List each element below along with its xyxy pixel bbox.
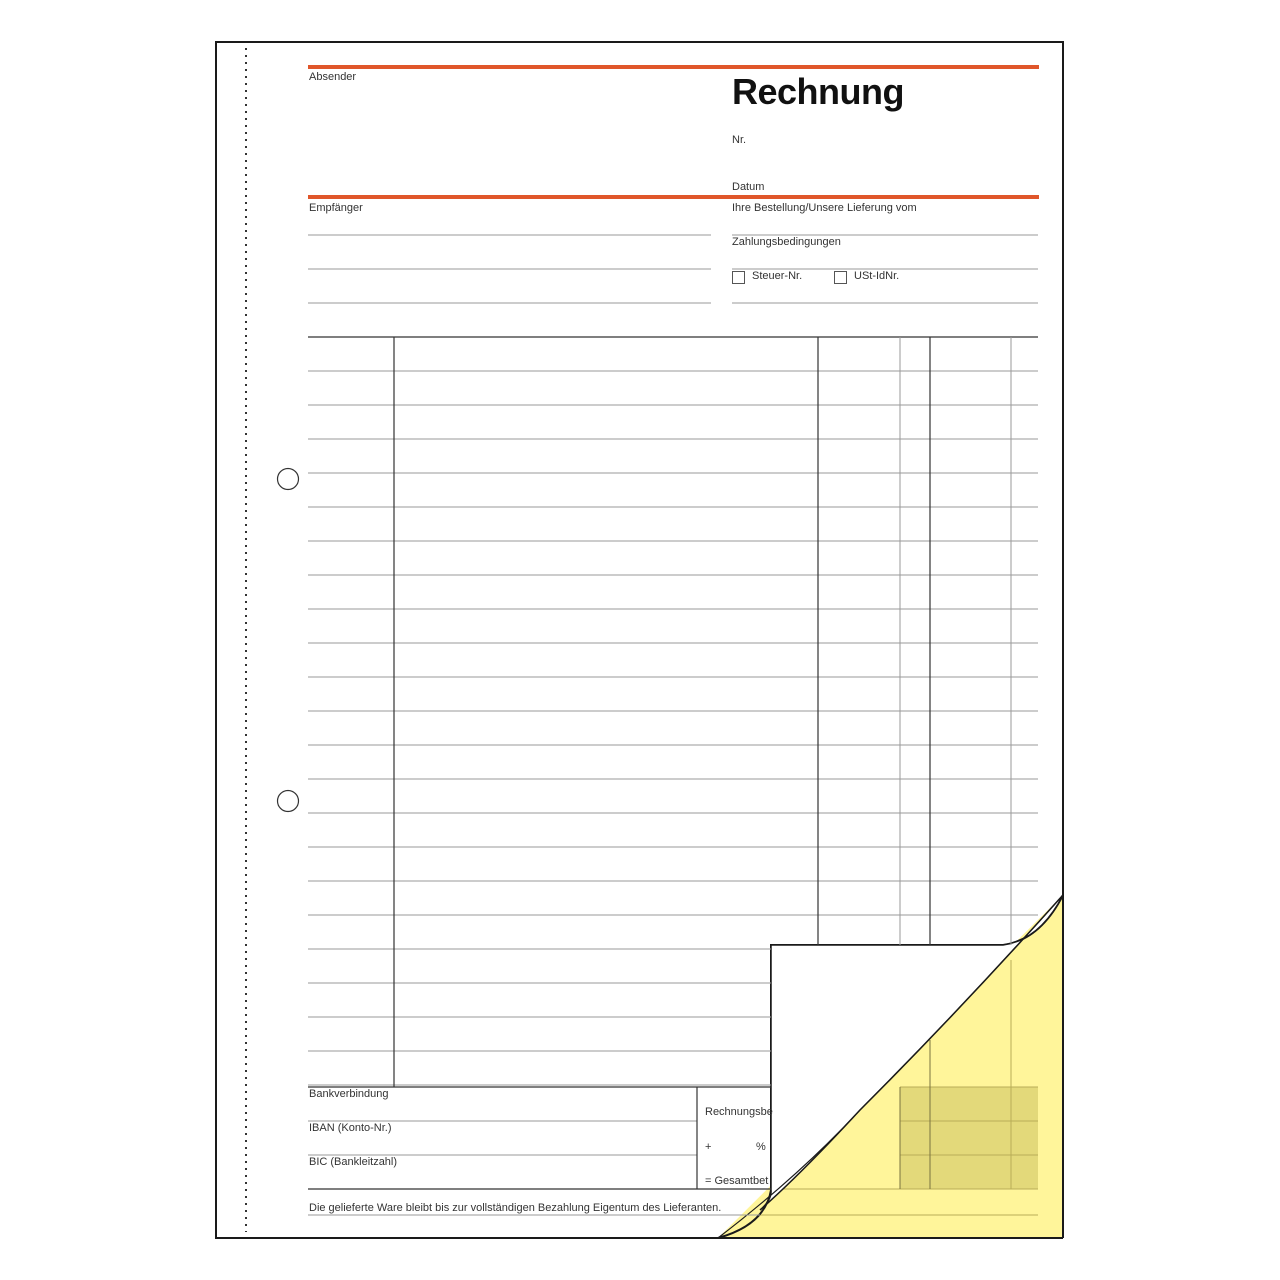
- iban-label: IBAN (Konto-Nr.): [309, 1122, 392, 1134]
- punch-hole-icon: [278, 791, 299, 812]
- date-label: Datum: [732, 181, 765, 193]
- plus-sign-label: +: [705, 1141, 712, 1153]
- sender-label: Absender: [309, 71, 357, 83]
- retention-of-title-note: Die gelieferte Ware bleibt bis zur vollständigen Bezahlung Eigentum des Lieferanten.: [309, 1202, 722, 1214]
- recipient-label: Empfänger: [309, 202, 363, 214]
- checkbox-icon[interactable]: [732, 271, 745, 284]
- vat-id-label: USt-IdNr.: [854, 270, 900, 282]
- document-title: Rechnung: [732, 71, 904, 112]
- percent-label: %: [756, 1141, 766, 1153]
- total-amount-label: = Gesamtbet: [705, 1175, 769, 1187]
- accent-bar-top: [308, 65, 1039, 69]
- invoice-amount-label: Rechnungsbe: [705, 1106, 773, 1118]
- tax-id-label: Steuer-Nr.: [752, 270, 803, 282]
- checkbox-icon[interactable]: [834, 271, 847, 284]
- recipient-lines: [308, 235, 1038, 303]
- order-date-label: Ihre Bestellung/Unsere Lieferung vom: [732, 202, 917, 214]
- yellow-totals-shade: [900, 1087, 1038, 1189]
- number-label: Nr.: [732, 134, 747, 146]
- payment-terms-label: Zahlungsbedingungen: [732, 236, 841, 248]
- bic-label: BIC (Bankleitzahl): [309, 1156, 398, 1168]
- accent-bar-middle: [308, 195, 1039, 199]
- punch-hole-icon: [278, 469, 299, 490]
- bank-details-label: Bankverbindung: [309, 1088, 389, 1100]
